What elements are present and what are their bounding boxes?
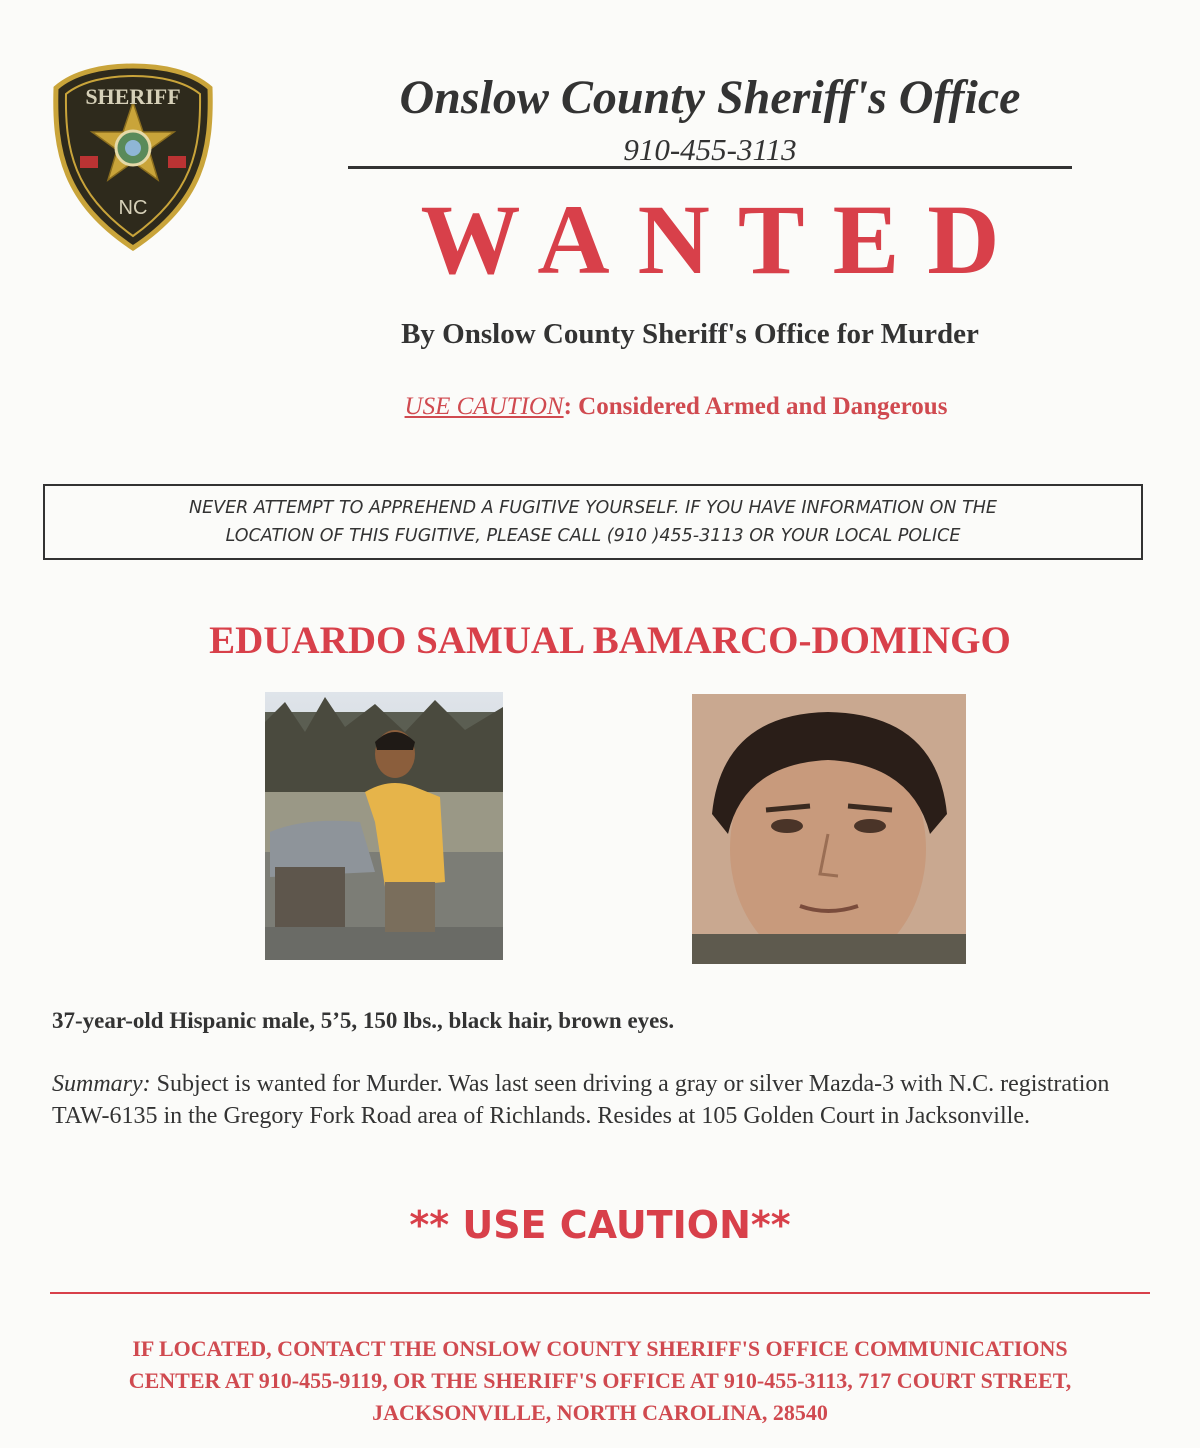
contact-footer bbox=[40, 1333, 1160, 1429]
svg-text:SHERIFF: SHERIFF bbox=[85, 84, 181, 109]
warning-notice-box bbox=[43, 484, 1143, 560]
svg-text:NC: NC bbox=[118, 197, 148, 219]
physical-description: 37-year-old Hispanic male, 5’5, 150 lbs., black hair, brown eyes. bbox=[52, 1008, 675, 1033]
notice-line-2: LOCATION OF THIS FUGITIVE, PLEASE CALL (910 )455-3113 OR YOUR LOCAL POLICE bbox=[225, 526, 961, 546]
agency-title: Onslow County Sheriff's Office bbox=[399, 71, 1021, 124]
charge-line: By Onslow County Sheriff's Office for Murder bbox=[401, 318, 979, 350]
caution-label: USE CAUTION bbox=[404, 393, 564, 420]
subject-photo-full-body bbox=[265, 692, 503, 960]
subject-name: EDUARDO SAMUAL BAMARCO-DOMINGO bbox=[209, 619, 1011, 662]
title-divider bbox=[348, 166, 1072, 169]
case-summary bbox=[52, 1068, 1168, 1132]
footer-divider bbox=[50, 1292, 1150, 1294]
caution-text: : Considered Armed and Dangerous bbox=[563, 393, 948, 420]
footer-line-2: CENTER AT 910-455-9119, OR THE SHERIFF'S OFFICE AT 910-455-3113, 717 COURT STREET, bbox=[128, 1368, 1072, 1393]
footer-line-1: IF LOCATED, CONTACT THE ONSLOW COUNTY SHERIFF'S OFFICE COMMUNICATIONS bbox=[132, 1336, 1068, 1361]
footer-line-3: JACKSONVILLE, NORTH CAROLINA, 28540 bbox=[372, 1400, 828, 1425]
use-caution-banner: ** USE CAUTION** bbox=[409, 1203, 791, 1247]
notice-line-1: NEVER ATTEMPT TO APPREHEND A FUGITIVE YOURSELF. IF YOU HAVE INFORMATION ON THE bbox=[189, 498, 997, 518]
summary-text: Subject is wanted for Murder. Was last seen driving a gray or silver Mazda-3 with N.C. registration TAW-6135 in the Gregory Fork Road area of Richlands. Resides at 105 Golden Court in Jacksonville. bbox=[52, 1071, 1110, 1129]
caution-line bbox=[300, 393, 1052, 421]
wanted-heading: WANTED bbox=[420, 184, 1028, 295]
agency-phone: 910-455-3113 bbox=[623, 132, 797, 167]
summary-label: Summary: bbox=[52, 1071, 151, 1097]
subject-photo-face bbox=[692, 694, 966, 964]
sheriff-badge-icon bbox=[52, 62, 214, 252]
